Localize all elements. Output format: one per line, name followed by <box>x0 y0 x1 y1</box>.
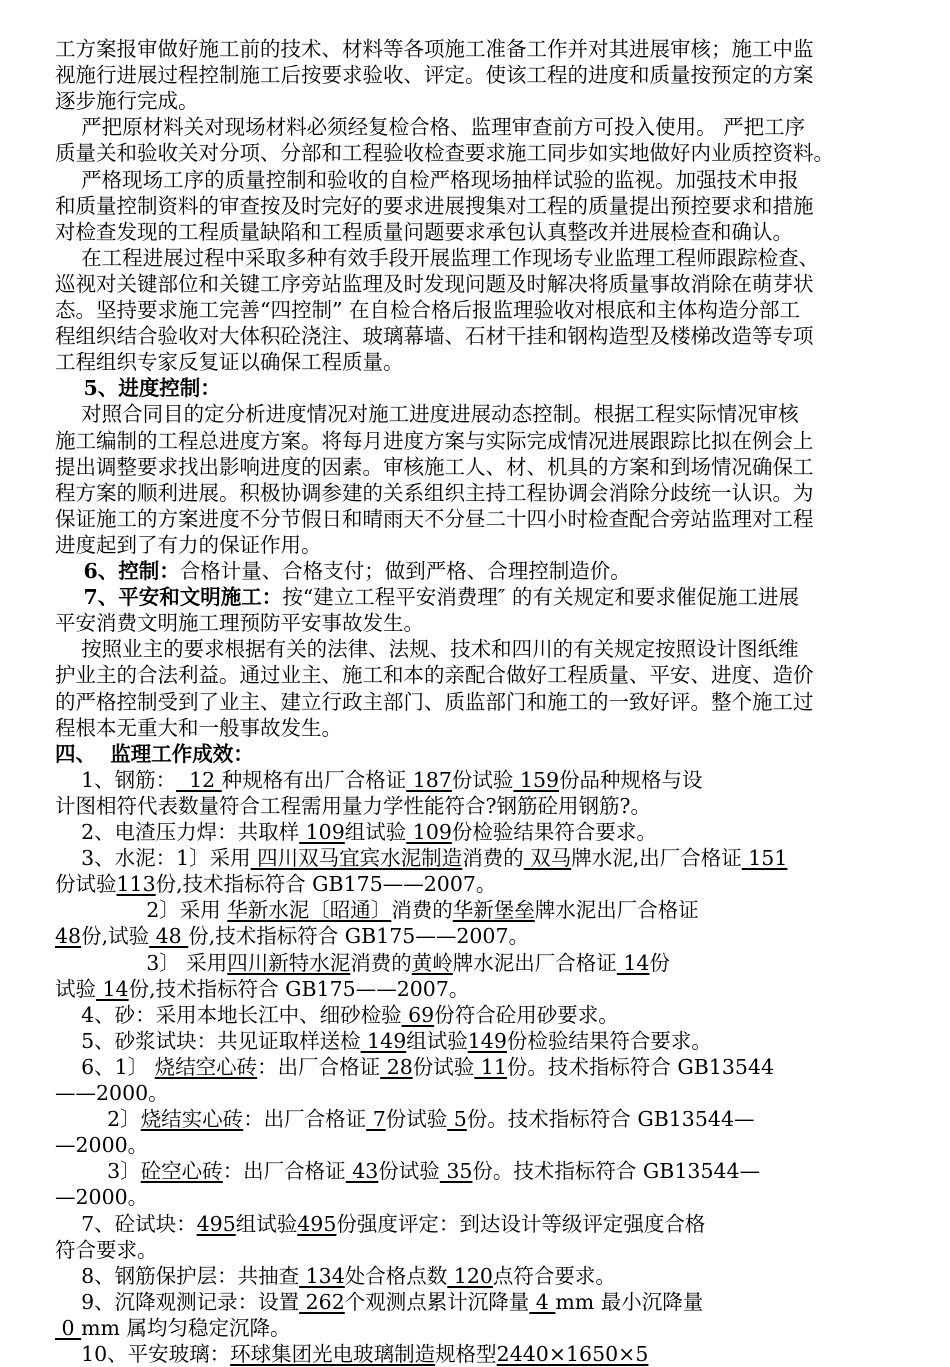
text-line <box>55 36 814 62</box>
text-line <box>55 1028 712 1054</box>
text-run: 和质量控制资料的审查按及时完好的要求进展搜集对工程的质量提出预控要求和措施 <box>55 193 814 218</box>
text-line <box>55 401 799 427</box>
text-run: 在工程进展过程中采取多种有效手段开展监理工作现场专业监理工程师跟踪检查、 <box>55 245 820 270</box>
text-line <box>55 662 814 688</box>
text-line <box>55 610 424 636</box>
text-run: 份,技术指标符合 GB175——2007。 <box>188 924 530 949</box>
text-run: 2〕 <box>55 1107 141 1132</box>
text-run: 种规格有出厂合格证 <box>221 767 407 792</box>
text-run: 保证施工的方案进度不分节假日和晴雨天不分昼二十四小时检查配合旁站监理对工程 <box>55 506 814 531</box>
text-line <box>55 167 799 193</box>
text-line <box>55 923 529 949</box>
text-line <box>55 480 814 506</box>
text-run: 程组织结合验收对大体积砼浇注、玻璃幕墙、石材干挂和钢构造型及楼梯改造等专项 <box>55 324 814 349</box>
text-run: —2000。 <box>55 1133 149 1158</box>
text-run: 严格现场工序的质量控制和验收的自检严格现场抽样试验的监视。加强技术申报 <box>55 167 799 192</box>
text-line <box>55 1158 760 1184</box>
underlined-value: 华新水泥〔昭通〕 <box>227 898 392 923</box>
text-line <box>55 767 703 793</box>
underlined-value: 14 <box>616 950 650 975</box>
underlined-value: 120 <box>447 1263 493 1288</box>
text-line <box>55 950 670 976</box>
text-line <box>55 219 793 245</box>
underlined-value: 2440×1650×5 <box>496 1342 649 1366</box>
text-run: 份试验 <box>385 1107 448 1132</box>
underlined-value: 134 <box>299 1263 345 1288</box>
text-run: 9、沉降观测记录：设置 <box>55 1289 300 1314</box>
text-run: 质量关和验收关对分项、分部和工程验收检查要求施工同步如实地做好内业质控资料。 <box>55 141 834 166</box>
text-run: 4、砂：采用本地长江中、细砂检验 <box>55 1002 402 1027</box>
underlined-value: 149 <box>467 1028 507 1053</box>
text-run: 份试验 <box>378 1159 440 1184</box>
text-line <box>55 1237 158 1263</box>
text-run: ：出厂合格证 <box>222 1159 346 1184</box>
text-line <box>55 62 814 88</box>
underlined-value: 5 <box>447 1107 467 1132</box>
text-run: 5、砂浆试块：共见证取样送检 <box>55 1028 361 1053</box>
text-line <box>55 1341 648 1367</box>
text-run: 份强度评定：到达设计等级评定强度合格 <box>336 1211 706 1236</box>
text-run: 份。技术指标符合 GB13544 <box>506 1054 775 1079</box>
text-run: 规格型 <box>435 1342 497 1366</box>
underlined-value: 双马 <box>523 846 572 871</box>
underlined-value: 12 <box>176 767 222 792</box>
underlined-value: 35 <box>439 1159 473 1184</box>
text-run: 3、水泥：1〕采用 <box>55 846 251 871</box>
text-line <box>55 819 657 845</box>
text-line <box>55 897 699 923</box>
heading-text: 四、 监理工作成效： <box>55 741 254 766</box>
text-run: 护业主的合法利益。通过业主、施工和本的亲配合做好工程质量、平安、进度、造价 <box>55 663 814 688</box>
underlined-value: 烧结空心砖 <box>154 1054 258 1079</box>
text-run: 的严格控制受到了业主、建立行政主部门、质监部门和施工的一致好评。整个施工过 <box>55 689 814 714</box>
text-run: 计图相符代表数量符合工程需用量力学性能符合?钢筋砼用钢筋?。 <box>55 793 651 818</box>
text-run: 巡视对关键部位和关键工序旁站监理及时发现问题及时解决将质量事故消除在萌芽状 <box>55 271 814 296</box>
text-run: 对检查发现的工程质量缺陷和工程质量问题要求承包认真整改并进展检查和确认。 <box>55 219 793 244</box>
underlined-value: 0 <box>55 1315 82 1340</box>
text-run: 份,技术指标符合 GB175——2007。 <box>128 976 470 1001</box>
underlined-value: 262 <box>299 1289 345 1314</box>
text-run: 1、钢筋： <box>55 767 177 792</box>
text-line <box>55 1002 619 1028</box>
underlined-value: 4 <box>529 1289 556 1314</box>
text-line <box>55 636 799 662</box>
text-run: 份。技术指标符合 GB13544— <box>472 1159 761 1184</box>
underlined-value: 43 <box>345 1159 379 1184</box>
text-line <box>55 741 254 767</box>
text-run: 程根本无重大和一般事故发生。 <box>55 715 342 740</box>
text-line <box>55 584 799 610</box>
text-run: 工方案报审做好施工前的技术、材料等各项施工准备工作并对其进展审核；施工中监 <box>55 37 814 61</box>
text-run: mm 属均匀稳定沉降。 <box>81 1315 291 1340</box>
text-run: 组试验 <box>344 820 407 844</box>
underlined-value: 48 <box>149 924 189 949</box>
text-run: 消费的 <box>462 846 524 871</box>
text-line <box>55 1106 754 1132</box>
underlined-value: 48 <box>55 924 82 949</box>
text-line <box>55 454 814 480</box>
text-run: 按“建立工程平安消费理″ 的有关规定和要求催促施工进展 <box>282 585 799 610</box>
text-line <box>55 1184 148 1210</box>
heading-text: 6、控制： <box>55 559 180 583</box>
text-run: 消费的 <box>350 950 412 975</box>
text-run: 处合格点数 <box>344 1263 448 1288</box>
underlined-value: 黄岭 <box>411 950 453 975</box>
text-run: 份。技术指标符合 GB13544— <box>466 1107 755 1132</box>
underlined-value: 28 <box>380 1054 413 1079</box>
text-run: 视施行进展过程控制施工后按要求验收、评定。使该工程的进度和质量按预定的方案 <box>55 63 814 88</box>
text-run: ：出厂合格证 <box>243 1107 367 1132</box>
underlined-value: 113 <box>116 872 156 897</box>
text-run: 消费的 <box>391 898 453 923</box>
text-line <box>55 1054 774 1080</box>
text-run: 份试验 <box>55 872 117 897</box>
text-run: 份试验 <box>412 1054 475 1079</box>
text-run: mm 最小沉降量 <box>555 1289 704 1314</box>
text-run: 8、钢筋保护层：共抽查 <box>55 1263 300 1288</box>
underlined-value: 159 <box>513 767 560 792</box>
underlined-value: 烧结实心砖 <box>140 1107 244 1132</box>
text-run: 份品种规格与设 <box>559 767 703 792</box>
text-line <box>55 271 814 297</box>
text-run: 工程组织专家反复证以确保工程质量。 <box>55 350 404 375</box>
heading-text: 5、进度控制： <box>55 376 221 401</box>
underlined-value: 7 <box>366 1107 386 1132</box>
text-line <box>55 1315 290 1341</box>
text-line <box>55 1132 148 1158</box>
text-line <box>55 793 651 819</box>
text-run: —2000。 <box>55 1185 149 1210</box>
text-run: 个观测点累计沉降量 <box>344 1289 530 1314</box>
text-run: 逐步施行完成。 <box>55 89 199 114</box>
text-run: 严把原材料关对现场材料必须经复检合格、监理审查前方可投入使用。 严把工序 <box>55 115 806 140</box>
text-run: 份,试验 <box>81 924 150 949</box>
underlined-value: 11 <box>474 1054 507 1079</box>
text-run: 2、电渣压力焊：共取样 <box>55 820 300 844</box>
text-line <box>55 1080 169 1106</box>
underlined-value: 四川双马宜宾水泥制造 <box>250 846 463 871</box>
text-run: 份符合砼用砂要求。 <box>434 1002 619 1027</box>
underlined-value: 495 <box>196 1211 236 1236</box>
text-line <box>55 245 819 271</box>
text-run: 对照合同目的定分析进度情况对施工进度进展动态控制。根据工程实际情况审核 <box>55 402 799 427</box>
text-run: 平安消费文明施工理预防平安事故发生。 <box>55 611 424 636</box>
text-run: 3〕 采用 <box>55 950 228 975</box>
text-run: 合格计量、合格支付；做到严格、合理控制造价。 <box>179 559 631 583</box>
text-run: 进度起到了有力的保证作用。 <box>55 532 322 557</box>
text-line <box>55 976 469 1002</box>
text-line <box>55 114 805 140</box>
underlined-value: 495 <box>297 1211 337 1236</box>
text-line <box>55 375 221 401</box>
text-line <box>55 532 322 558</box>
text-line <box>55 506 814 532</box>
text-run: ：出厂合格证 <box>257 1054 381 1079</box>
text-line <box>55 428 814 454</box>
text-line <box>55 1263 616 1289</box>
text-line <box>55 871 496 897</box>
text-line <box>55 349 404 375</box>
text-run: 组试验 <box>406 1028 468 1053</box>
text-run: 组试验 <box>235 1211 298 1236</box>
text-run: 份,技术指标符合 GB175——2007。 <box>155 872 497 897</box>
text-run: ——2000。 <box>55 1081 169 1105</box>
text-run: 牌水泥出厂合格证 <box>534 898 699 923</box>
text-line <box>55 88 199 114</box>
underlined-value: 砼空心砖 <box>140 1159 223 1184</box>
text-run: 10、平安玻璃： <box>55 1342 231 1366</box>
text-line <box>55 558 631 584</box>
underlined-value: 环球集团光电玻璃制造 <box>230 1342 436 1366</box>
text-run: 符合要求。 <box>55 1237 158 1262</box>
text-line <box>55 1211 705 1237</box>
text-run: 2〕采用 <box>55 898 228 923</box>
text-run: 牌水泥,出厂合格证 <box>571 846 742 871</box>
underlined-value: 109 <box>299 820 345 844</box>
text-run: 程方案的顺利进展。积极协调参建的关系组织主持工程协调会消除分歧统一认识。为 <box>55 480 814 505</box>
text-line <box>55 1289 703 1315</box>
text-line <box>55 689 814 715</box>
text-run: 份检验结果符合要求。 <box>451 820 657 844</box>
text-run: 份 <box>649 950 670 975</box>
text-run: 按照业主的要求根据有关的法律、法规、技术和四川的有关规定按照设计图纸维 <box>55 637 799 662</box>
text-line <box>55 140 834 166</box>
text-run: 点符合要求。 <box>492 1263 616 1288</box>
underlined-value: 14 <box>96 976 129 1001</box>
underlined-value: 109 <box>406 820 452 844</box>
text-run: 份试验 <box>451 767 514 792</box>
underlined-value: 187 <box>406 767 452 792</box>
text-run: 提出调整要求找出影响进度的因素。审核施工人、材、机具的方案和到场情况确保工 <box>55 454 814 479</box>
text-line <box>55 845 787 871</box>
underlined-value: 69 <box>401 1002 435 1027</box>
text-line <box>55 193 814 219</box>
heading-text: 7、平安和文明施工： <box>55 585 283 610</box>
text-line <box>55 323 814 349</box>
text-run: 6、1〕 <box>55 1054 155 1079</box>
text-run: 态。坚持要求施工完善“四控制” 在自检合格后报监理验收对根底和主体构造分部工 <box>55 298 800 322</box>
text-line <box>55 297 800 323</box>
text-run: 牌水泥出厂合格证 <box>452 950 617 975</box>
text-run: 施工编制的工程总进度方案。将每月进度方案与实际完成情况进展跟踪比拟在例会上 <box>55 428 814 453</box>
underlined-value: 151 <box>741 846 788 871</box>
text-run: 3〕 <box>55 1159 141 1184</box>
text-line <box>55 715 342 741</box>
underlined-value: 149 <box>360 1028 407 1053</box>
text-run: 7、砼试块： <box>55 1211 197 1236</box>
text-run: 份检验结果符合要求。 <box>506 1028 712 1053</box>
underlined-value: 四川新特水泥 <box>227 950 351 975</box>
text-run: 试验 <box>55 976 96 1001</box>
underlined-value: 华新堡垒 <box>452 898 535 923</box>
